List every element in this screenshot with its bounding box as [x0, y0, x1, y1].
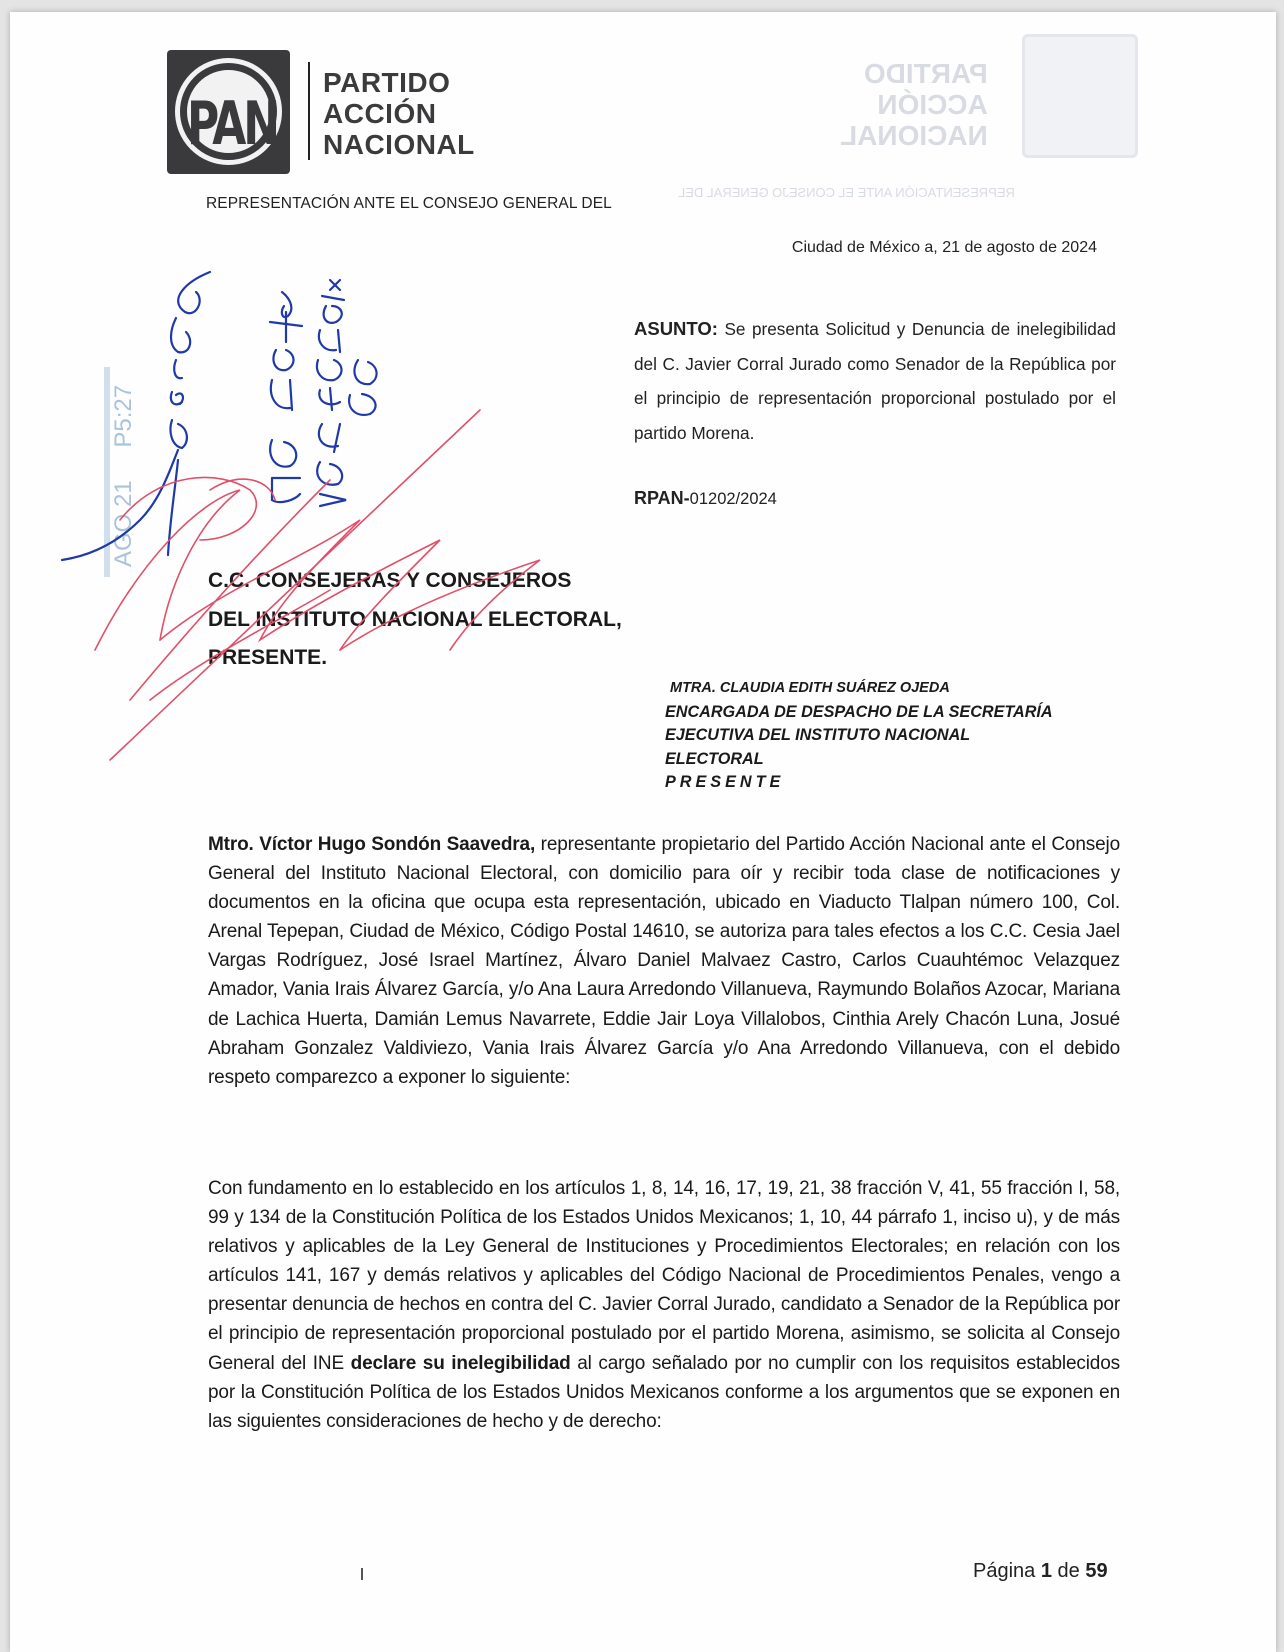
paragraph-2-text-after: al cargo señalado por no cumplir con los requisitos establecidos por la Constitución Política de los Estados Unidos Mexicanos conforme a los argumentos que se exponen en las siguientes consideraciones de hecho y de derecho:	[208, 1352, 1120, 1432]
party-name	[323, 67, 475, 160]
secondary-addressee-block	[665, 677, 1053, 795]
representative-name: Mtro. Víctor Hugo Sondón Saavedra,	[208, 834, 536, 855]
footer-mark	[361, 1568, 363, 1580]
body-paragraph-2	[208, 1174, 1120, 1436]
secondary-addressee-line-5: PRESENTE	[665, 773, 785, 792]
stamp-date: AGO 21	[110, 480, 137, 567]
reference-number	[634, 488, 777, 509]
paragraph-1-text: representante propietario del Partido Acción Nacional ante el Consejo General del Instituto Nacional Electoral, con domicilio para oír y recibir toda clase de notificaciones y documentos en la oficina que ocupa esta representación, ubicado en Viaducto Tlalpan número 100, Col. Arenal Tepepan, Ciudad de México, Código Postal 14610, se autoriza para tales efectos a los C.C. Cesia Jael Vargas Rodríguez, José Israel Martínez, Álvaro Daniel Malvaez Castro, Carlos Cuauhtémoc Velazquez Amador, Vania Irais Álvarez García, y/o Ana Laura Arredondo Villanueva, Raymundo Bolaños Azocar, Mariana de Lachica Huerta, Damián Lemus Navarrete, Eddie Jair Loya Villalobos, Cinthia Arely Chacón Luna, Josué Abraham Gonzalez Valdiviezo, Vania Irais Álvarez García y/o Ana Arredondo Villanueva, con el debido respeto comparezco a exponer lo siguiente:	[208, 834, 1120, 1088]
body-paragraph-1	[208, 830, 1120, 1092]
party-name-line-3: NACIONAL	[323, 129, 475, 160]
letterhead-subheader: REPRESENTACIÓN ANTE EL CONSEJO GENERAL DEL	[206, 195, 612, 212]
paragraph-2-bold: declare su inelegibilidad	[350, 1352, 571, 1374]
watermark-subheader: REPRESENTACIÓN ANTE EL CONSEJO GENERAL DEL	[678, 185, 1015, 200]
logo-inner-circle	[184, 67, 278, 159]
logo-divider	[308, 62, 310, 160]
party-name-line-2: ACCIÓN	[323, 98, 437, 129]
page-of: de	[1057, 1560, 1080, 1582]
asunto-label: ASUNTO:	[634, 318, 718, 339]
reference-prefix: RPAN-	[634, 488, 690, 508]
party-name-line-1: PARTIDO	[323, 67, 451, 98]
page-current: 1	[1040, 1560, 1052, 1582]
secondary-addressee-line-3: EJECUTIVA DEL INSTITUTO NACIONAL	[665, 726, 971, 745]
secondary-addressee-line-2: ENCARGADA DE DESPACHO DE LA SECRETARÍA	[665, 702, 1053, 721]
page-number	[973, 1560, 1108, 1583]
pan-logo	[167, 50, 290, 174]
watermark-party-name-1: PARTIDO	[863, 58, 988, 89]
date-line: Ciudad de México a, 21 de agosto de 2024	[791, 239, 1097, 256]
stamp-time: P5:27	[110, 384, 137, 448]
secondary-addressee-line-1: MTRA. CLAUDIA EDITH SUÁREZ OJEDA	[670, 680, 950, 696]
addressee-line-2: DEL INSTITUTO NACIONAL ELECTORAL,	[208, 607, 622, 631]
addressee-block	[208, 562, 622, 678]
document-page	[10, 12, 1276, 1652]
watermark-party-name-3: NACIONAL	[840, 120, 988, 151]
asunto-block	[634, 312, 1116, 451]
page-total: 59	[1085, 1560, 1108, 1582]
addressee-line-1: C.C. CONSEJERAS Y CONSEJEROS	[208, 569, 572, 592]
reference-value: 01202/2024	[689, 490, 777, 508]
logo-text: PAN	[187, 90, 278, 159]
asunto-text: Se presenta Solicitud y Denuncia de inelegibilidad del C. Javier Corral Jurado como Senador de la República por el principio de representación proporcional postulado por el partido Morena.	[634, 319, 1116, 444]
watermark-party-name-2: ACCIÓN	[877, 89, 988, 120]
stamp-border	[104, 367, 136, 577]
addressee-line-3: PRESENTE.	[208, 646, 328, 669]
secondary-addressee-line-4: ELECTORAL	[665, 749, 764, 768]
bleed-through-watermark	[840, 58, 988, 151]
page-label: Página	[973, 1560, 1036, 1582]
watermark-logo	[1022, 34, 1138, 158]
paragraph-2-text-before: Con fundamento en lo establecido en los artículos 1, 8, 14, 16, 17, 19, 21, 38 fracción V, 41, 55 fracción I, 58, 99 y 134 de la Constitución Política de los Estados Unidos Mexicanos; 1, 10, 44 párrafo 1, inciso u), y de más relativos y aplicables de la Ley General de Instituciones y Procedimientos Electorales; en relación con los artículos 141, 167 y demás relativos y aplicables del Código Nacional de Procedimientos Penales, vengo a presentar denuncia de hechos en contra del C. Javier Corral Jurado, candidato a Senador de la República por el principio de representación proporcional postulado por el partido Morena, asimismo, se solicita al Consejo General del INE	[208, 1178, 1120, 1374]
logo-ring	[175, 58, 282, 165]
